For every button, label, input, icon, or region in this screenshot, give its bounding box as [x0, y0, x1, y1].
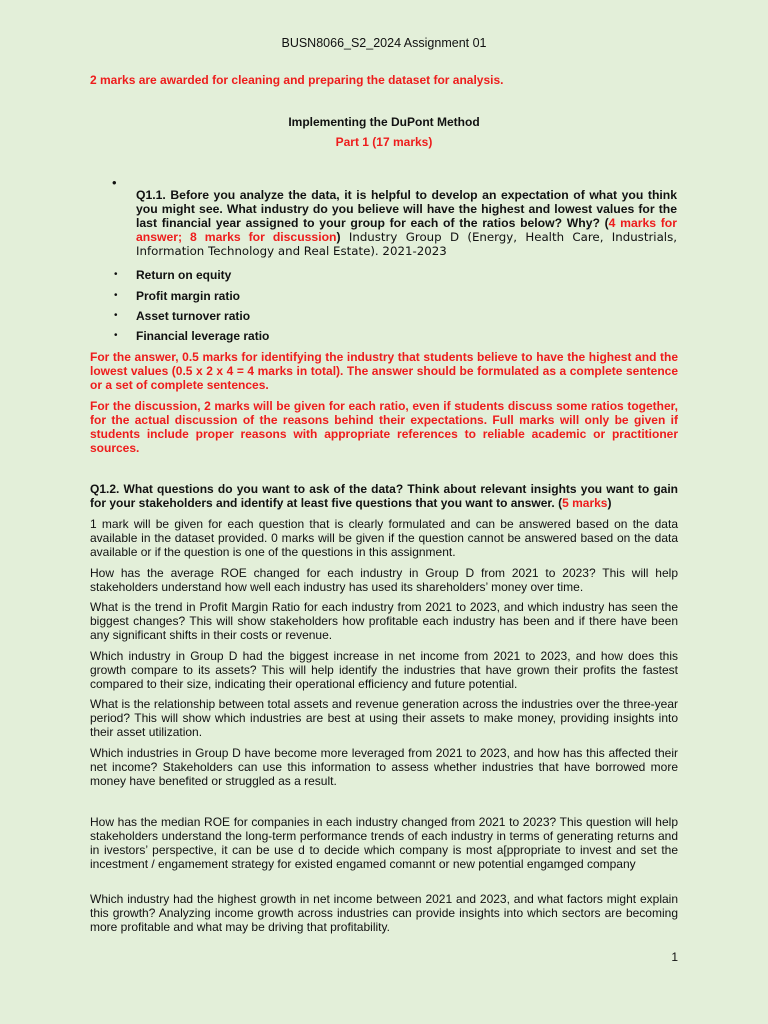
ratio-label: Profit margin ratio — [136, 289, 241, 303]
answer-paragraph: Which industry in Group D had the biggest increase in net income from 2021 to 2023, and how does this growth compare to its assets? This will help identify the industries that have grown their profits the fastest compared to their size, indicating their operational efficiency and future potential. — [90, 649, 678, 691]
ratio-label: Asset turnover ratio — [136, 309, 251, 323]
answer-paragraph: Which industry had the highest growth in net income between 2021 and 2023, and what factors might explain this growth? Analyzing income growth across industries can provide insights into which sectors are becoming more profitable and what may be driving that profitability. — [90, 892, 678, 934]
page-number: 1 — [671, 950, 678, 964]
document-header: BUSN8066_S2_2024 Assignment 01 — [281, 36, 487, 50]
q12-marking-note: 1 mark will be given for each question that is clearly formulated and can be answered based on the data available in the dataset provided. 0 marks will be given if the question cannot be answered based on the data available or if the question is one of the questions in this assignment. — [90, 517, 678, 559]
q11-text: Q1.1. Before you analyze the data, it is helpful to develop an expectation of what you think you might see. What industry do you believe will have the highest and lowest values for the last financial year assigned to your group for each of the ratios below? Why? ( — [136, 188, 677, 231]
discussion-marking-note: For the discussion, 2 marks will be given for each ratio, even if students discuss some ratios together, for the actual discussion of the reasons behind their expectations. Full marks will only be given if students include proper reasons with appropriate references to reliable academic or practitioner sources. — [90, 399, 678, 455]
answer-paragraph: Which industries in Group D have become more leveraged from 2021 to 2023, and how has this affected their net income? Stakeholders can use this information to assess whether industries that have borrowed more money have benefited or struggled as a result. — [90, 746, 678, 788]
answer-marking-note: For the answer, 0.5 marks for identifying the industry that students believe to have the highest and the lowest values (0.5 x 2 x 4 = 4 marks in total). The answer should be formulated as a complete sentence or a set of complete sentences. — [90, 350, 678, 392]
q11-question — [136, 188, 677, 258]
intro-marks-note: 2 marks are awarded for cleaning and preparing the dataset for analysis. — [90, 73, 504, 87]
q11-marks: 4 marks for answer; 8 marks for discussion — [136, 216, 677, 245]
bullet-icon: • — [114, 269, 118, 280]
answer-paragraph: How has the median ROE for companies in each industry changed from 2021 to 2023? This question will help stakeholders understand the long-term performance trends of each industry in terms of generating returns and in ivestors’ perspective, it can be use d to decide which company is most a[ppropriate to invest and set the incestment / engamement strategy for existed engamed comannt or new potential engamged company — [90, 815, 678, 871]
ratio-label: Financial leverage ratio — [136, 329, 270, 343]
bullet-icon: • — [114, 310, 118, 321]
answer-paragraph: What is the trend in Profit Margin Ratio for each industry from 2021 to 2023, and which industry has seen the biggest changes? This will show stakeholders how profitable each industry has been and if there have been any significant shifts in their costs or revenue. — [90, 600, 678, 642]
q12-marks: 5 marks — [562, 496, 608, 510]
q12-text: Q1.2. What questions do you want to ask of the data? Think about relevant insights you want to gain for your stakeholders and identify at least five questions that you want to answer. ( — [90, 482, 678, 510]
q11-close: ) — [336, 230, 341, 245]
bullet-icon: • — [114, 330, 118, 341]
q11-group: Industry Group D (Energy, Health Care, Industrials, Information Technology and Real Estate). 2021-2023 — [136, 230, 677, 259]
answer-paragraph: What is the relationship between total assets and revenue generation across the industries over the three-year period? This will show which industries are best at using their assets to make money, providing insights into their asset utilization. — [90, 697, 678, 739]
section-part: Part 1 (17 marks) — [335, 135, 433, 149]
section-title: Implementing the DuPont Method — [288, 115, 480, 129]
bullet-icon: • — [114, 290, 118, 301]
bullet-icon: • — [112, 175, 117, 190]
q12-close: ) — [607, 496, 612, 510]
q12-question — [90, 482, 678, 510]
answer-paragraph: How has the average ROE changed for each industry in Group D from 2021 to 2023? This will help stakeholders understand how well each industry has used its shareholders’ money over time. — [90, 566, 678, 594]
ratio-label: Return on equity — [136, 268, 232, 282]
